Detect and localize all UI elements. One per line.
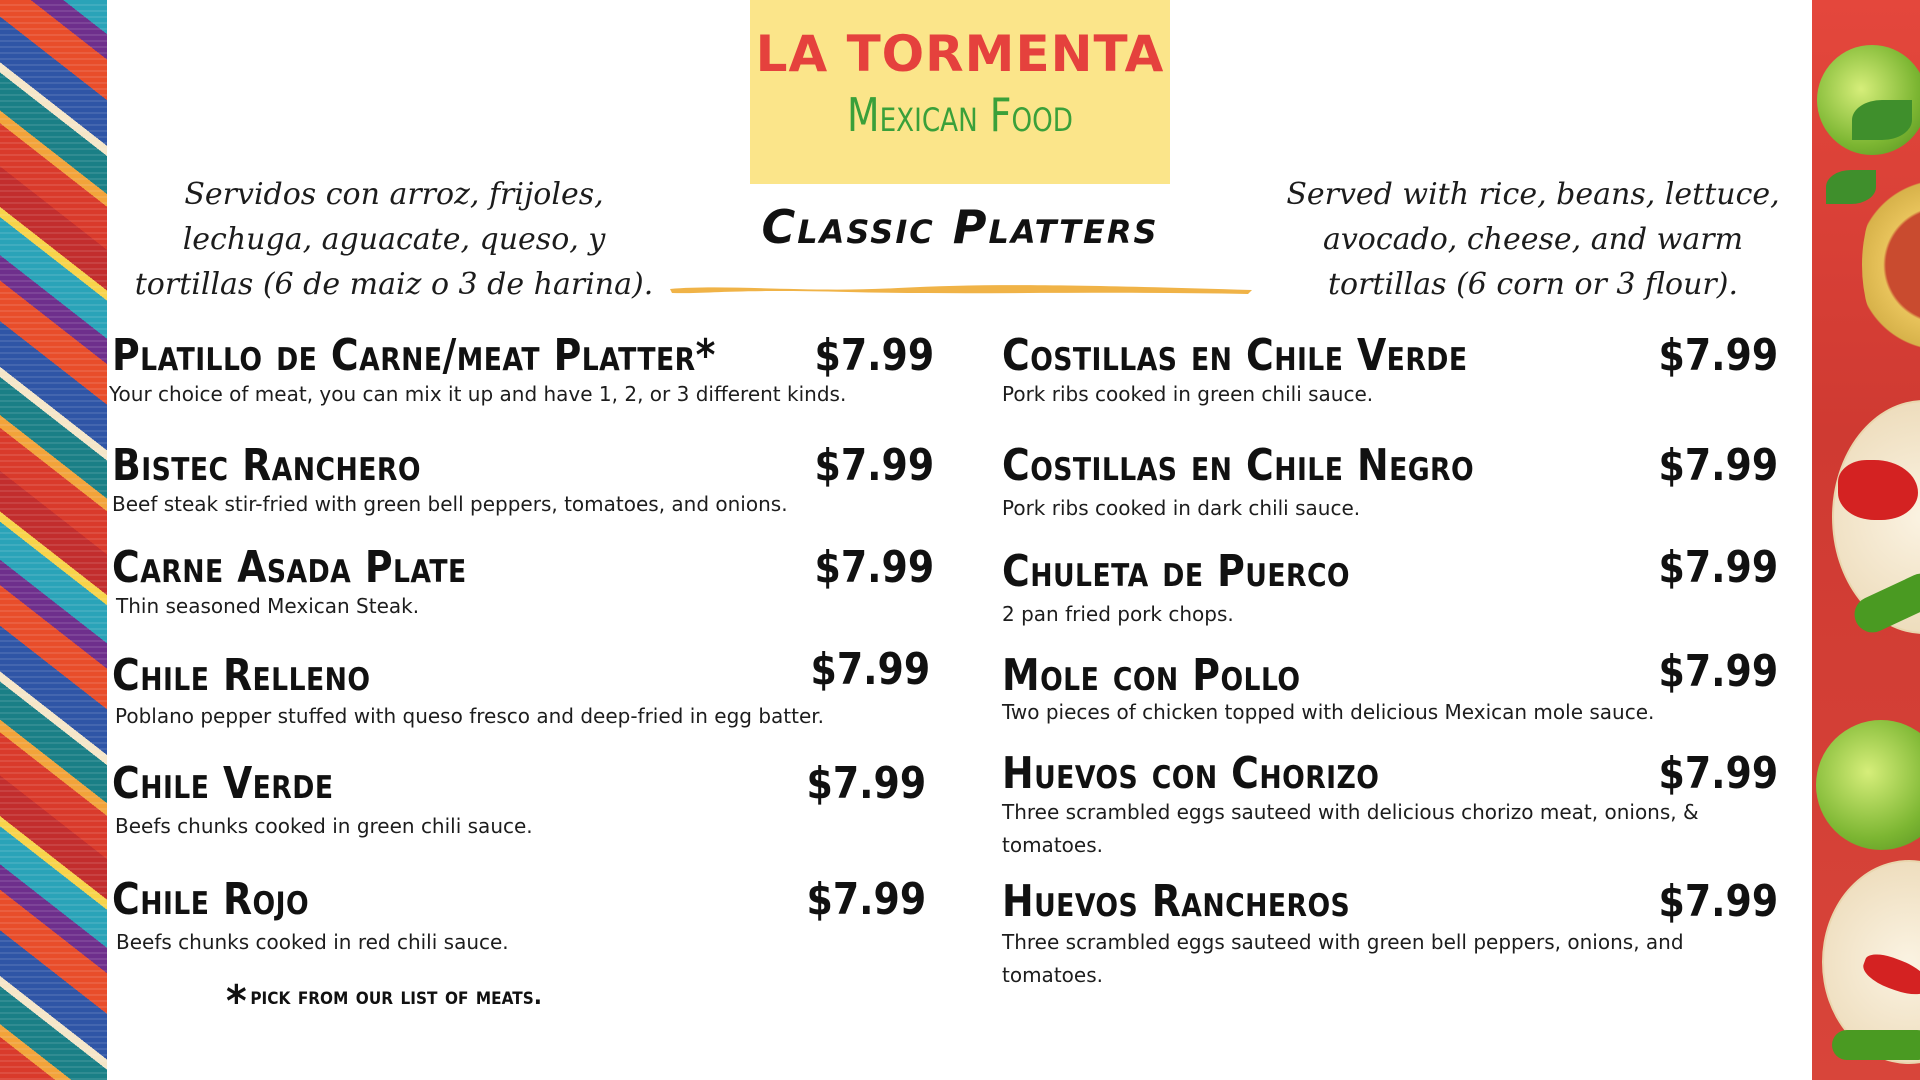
- cilantro-icon: [1852, 100, 1912, 140]
- menu-item-description: Beefs chunks cooked in green chili sauce.: [115, 814, 533, 838]
- menu-item-description: Your choice of meat, you can mix it up and have 1, 2, or 3 different kinds.: [109, 382, 847, 406]
- serape-border-left: [0, 0, 107, 1080]
- jalapeno-icon: [1832, 1030, 1920, 1060]
- menu-item-price: $7.99: [810, 644, 930, 695]
- menu-item-name: Costillas en Chile Verde: [1002, 330, 1468, 381]
- menu-item-name: Platillo de Carne/meat Platter*: [112, 330, 716, 381]
- menu-item-price: $7.99: [1658, 876, 1778, 927]
- menu-item-price: $7.99: [1658, 330, 1778, 381]
- menu-item: [109, 330, 934, 410]
- restaurant-subtitle: Mexican Food: [847, 88, 1073, 142]
- note-line: tortillas (6 de maiz o 3 de harina).: [134, 267, 654, 302]
- footnote-text: pick from our list of meats.: [250, 982, 542, 1010]
- menu-item: [112, 644, 930, 730]
- menu-item-price: $7.99: [1658, 646, 1778, 697]
- menu-item-name: Mole con Pollo: [1002, 650, 1301, 701]
- lime-icon: [1816, 720, 1920, 850]
- menu-item: [1002, 330, 1778, 410]
- menu-item-price: $7.99: [1658, 542, 1778, 593]
- menu-item-price: $7.99: [814, 330, 934, 381]
- menu-item: [112, 542, 934, 622]
- menu-item-name: Chile Rojo: [112, 874, 310, 925]
- restaurant-logo: [750, 0, 1170, 184]
- menu-item-name: Costillas en Chile Negro: [1002, 440, 1475, 491]
- menu-item-name: Huevos Rancheros: [1002, 876, 1351, 927]
- menu-item-description: Three scrambled eggs sauteed with delicious chorizo meat, onions, & tomatoes.: [1002, 800, 1699, 857]
- restaurant-name: LA TORMENTA: [755, 25, 1165, 83]
- menu-item: [1002, 440, 1778, 520]
- menu-item-description: Pork ribs cooked in green chili sauce.: [1002, 382, 1374, 406]
- menu-item-price: $7.99: [814, 542, 934, 593]
- note-line: lechuga, aguacate, queso, y: [182, 222, 606, 257]
- section-title: Classic Platters: [761, 200, 1159, 254]
- menu-item: [1002, 646, 1778, 730]
- menu-item-description: 2 pan fried pork chops.: [1002, 602, 1234, 626]
- note-line: Served with rice, beans, lettuce,: [1286, 177, 1780, 212]
- menu-item: [112, 874, 926, 954]
- menu-item-name: Bistec Ranchero: [112, 440, 421, 491]
- menu-item-description: Pork ribs cooked in dark chili sauce.: [1002, 496, 1361, 520]
- menu-item: [112, 758, 926, 838]
- menu-item-price: $7.99: [806, 874, 926, 925]
- menu-item-description: Beef steak stir-fried with green bell peppers, tomatoes, and onions.: [112, 492, 788, 516]
- menu-item: [1002, 542, 1778, 626]
- menu-item: [1002, 876, 1778, 996]
- cilantro-icon: [1826, 170, 1876, 204]
- menu-item-price: $7.99: [806, 758, 926, 809]
- menu-item-name: Chuleta de Puerco: [1002, 546, 1351, 597]
- menu-item-name: Chile Verde: [112, 758, 334, 809]
- menu-item-description: Poblano pepper stuffed with queso fresco and deep-fried in egg batter.: [115, 704, 825, 728]
- note-line: avocado, cheese, and warm: [1322, 222, 1744, 257]
- menu-item-name: Huevos con Chorizo: [1002, 748, 1380, 799]
- menu-item-name: Chile Relleno: [112, 650, 371, 701]
- menu-item-price: $7.99: [1658, 748, 1778, 799]
- serving-note-spanish: [134, 172, 654, 307]
- menu-item-price: $7.99: [814, 440, 934, 491]
- menu-item-description: Beefs chunks cooked in red chili sauce.: [116, 930, 509, 954]
- note-line: Servidos con arroz, frijoles,: [184, 177, 604, 212]
- menu-item: [1002, 748, 1778, 868]
- serving-note-english: [1283, 172, 1783, 307]
- menu-item-description: Three scrambled eggs sauteed with green bell peppers, onions, and tomatoes.: [1002, 930, 1684, 987]
- footnote-asterisk: *: [226, 976, 247, 1027]
- menu-item-description: Thin seasoned Mexican Steak.: [116, 594, 420, 618]
- menu-item: [112, 440, 934, 520]
- menu-item-name: Carne Asada Plate: [112, 542, 467, 593]
- footnote: [226, 976, 542, 1027]
- food-photo-border-right: [1812, 0, 1920, 1080]
- brush-underline: [668, 282, 1254, 296]
- menu-item-price: $7.99: [1658, 440, 1778, 491]
- note-line: tortillas (6 corn or 3 flour).: [1327, 267, 1739, 302]
- menu-item-description: Two pieces of chicken topped with delicious Mexican mole sauce.: [1002, 700, 1655, 724]
